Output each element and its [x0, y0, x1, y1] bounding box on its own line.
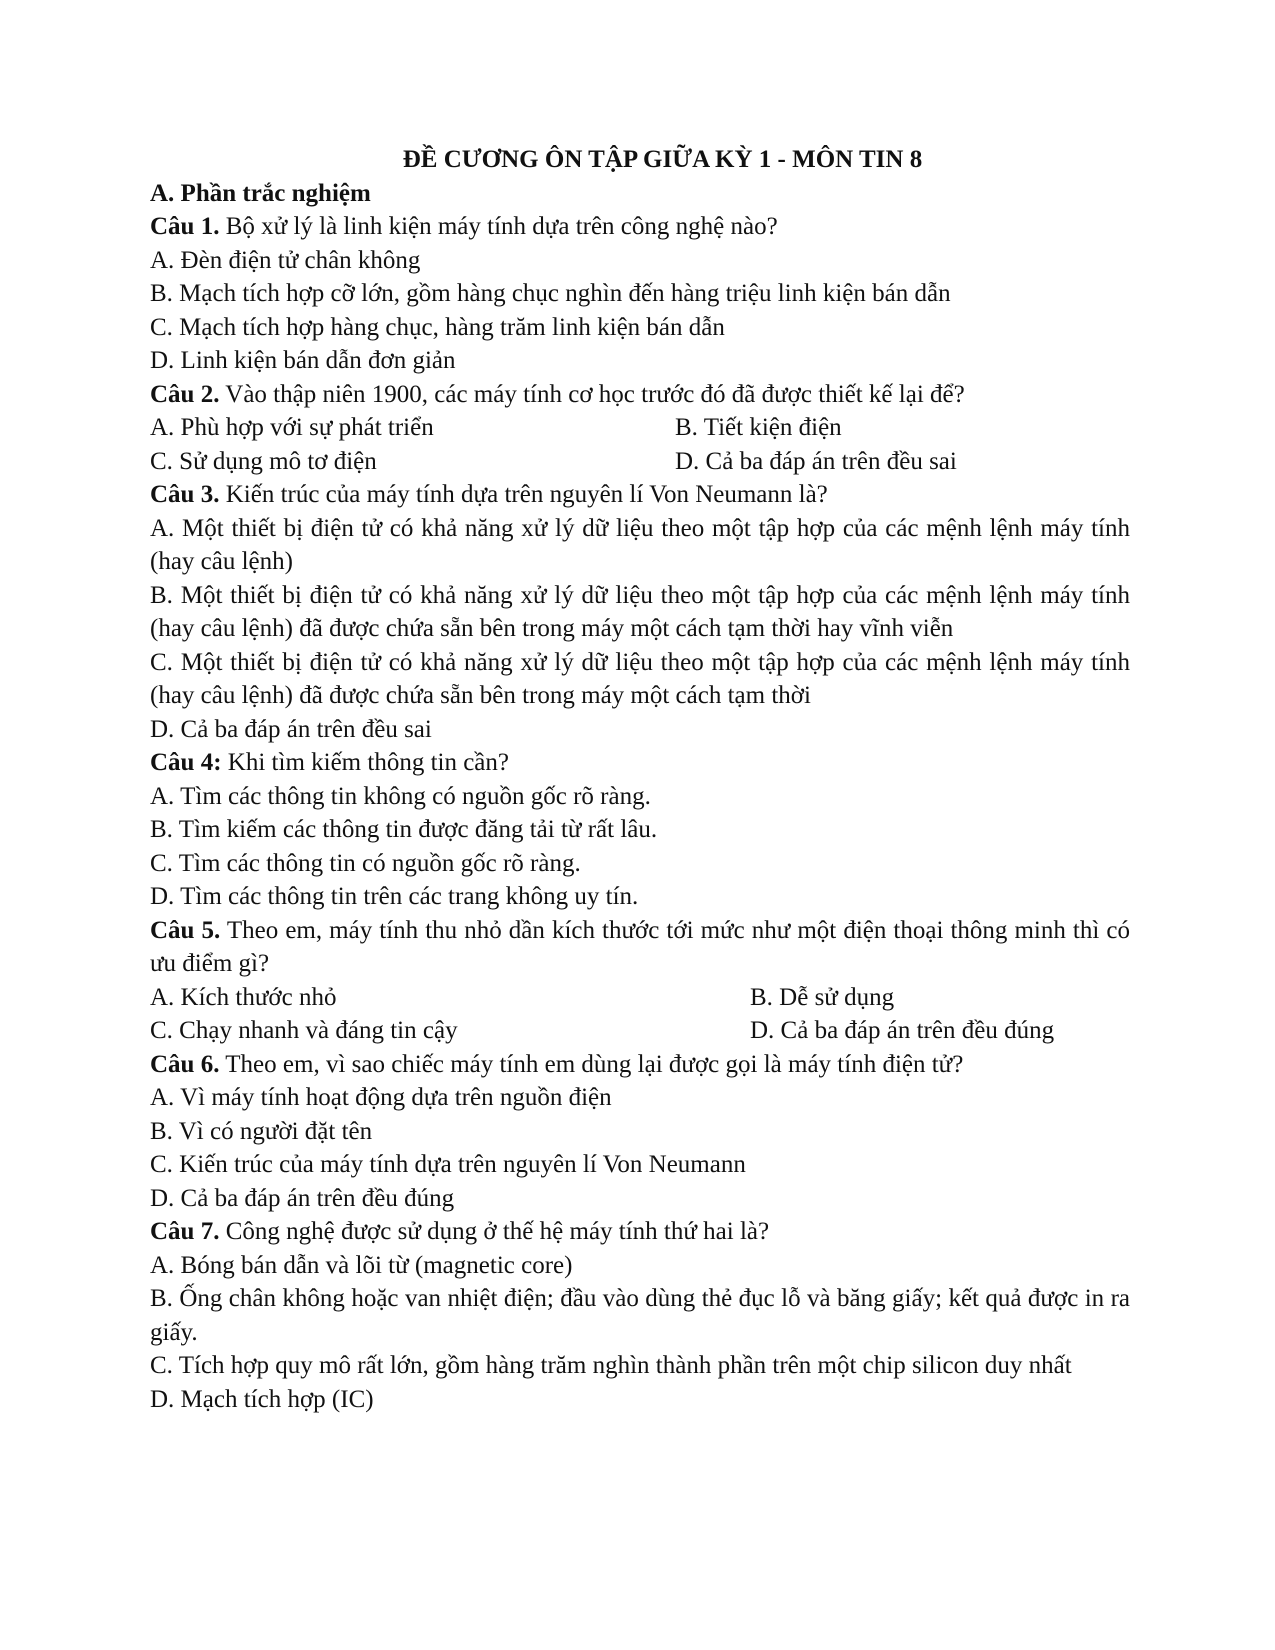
- question-7-option-a: A. Bóng bán dẫn và lõi từ (magnetic core): [150, 1251, 573, 1279]
- option-row: [150, 1014, 1130, 1048]
- question-2-option-b: B. Tiết kiện điện: [675, 414, 842, 441]
- question-number: Câu 6.: [150, 1050, 220, 1078]
- question-7-option-c: C. Tích hợp quy mô rất lớn, gồm hàng trăm nghìn thành phần trên một chip silicon duy nhất: [150, 1352, 1072, 1379]
- question-number: Câu 1.: [150, 213, 220, 240]
- question-3: [150, 478, 1130, 512]
- option-row: [150, 411, 1130, 445]
- question-4-option-c: C. Tìm các thông tin có nguồn gốc rõ ràng.: [150, 849, 581, 877]
- question-text: Vào thập niên 1900, các máy tính cơ học trước đó đã được thiết kế lại để?: [225, 380, 965, 408]
- document-page: [150, 143, 1130, 1416]
- document-title: ĐỀ CƯƠNG ÔN TẬP GIỮA KỲ 1 - MÔN TIN 8: [402, 146, 923, 173]
- section-heading: A. Phần trắc nghiệm: [150, 180, 371, 207]
- question-4-option-a: A. Tìm các thông tin không có nguồn gốc rõ ràng.: [150, 782, 651, 810]
- question-5: [150, 914, 1130, 981]
- question-number: Câu 2.: [150, 380, 220, 408]
- question-text: Theo em, máy tính thu nhỏ dần kích thước tới mức như một điện thoại thông minh thì có ưu điểm gì?: [150, 916, 1130, 977]
- question-1-option-d: D. Linh kiện bán dẫn đơn giản: [150, 347, 456, 374]
- question-3-option-c: C. Một thiết bị điện tử có khả năng xử lý dữ liệu theo một tập hợp của các mệnh lệnh máy tính (hay câu lệnh) đã được chứa sẵn bên trong máy một cách tạm thời: [150, 648, 1130, 709]
- question-7-option-b: B. Ống chân không hoặc van nhiệt điện; đầu vào dùng thẻ đục lỗ và băng giấy; kết quả được in ra giấy.: [150, 1285, 1130, 1346]
- option-row: [150, 445, 1130, 479]
- question-text: Kiến trúc của máy tính dựa trên nguyên lí Von Neumann là?: [225, 481, 828, 508]
- option-row: [150, 981, 1130, 1015]
- question-1-option-c: C. Mạch tích hợp hàng chục, hàng trăm linh kiện bán dẫn: [150, 313, 725, 341]
- question-6-option-d: D. Cả ba đáp án trên đều đúng: [150, 1184, 455, 1212]
- question-3-option-d: D. Cả ba đáp án trên đều sai: [150, 715, 432, 743]
- question-6-option-a: A. Vì máy tính hoạt động dựa trên nguồn điện: [150, 1084, 612, 1111]
- question-1: [150, 210, 1130, 244]
- question-number: Câu 5.: [150, 916, 221, 944]
- question-4: [150, 746, 1130, 780]
- question-text: Công nghệ được sử dụng ở thế hệ máy tính thứ hai là?: [225, 1218, 770, 1245]
- question-1-option-a: A. Đèn điện tử chân không: [150, 246, 421, 274]
- question-text: Theo em, vì sao chiếc máy tính em dùng lại được gọi là máy tính điện tử?: [225, 1050, 964, 1078]
- question-7: [150, 1215, 1130, 1249]
- question-1-option-b: B. Mạch tích hợp cỡ lớn, gồm hàng chục nghìn đến hàng triệu linh kiện bán dẫn: [150, 280, 951, 307]
- question-4-option-d: D. Tìm các thông tin trên các trang không uy tín.: [150, 883, 639, 910]
- question-3-option-b: B. Một thiết bị điện tử có khả năng xử lý dữ liệu theo một tập hợp của các mệnh lệnh máy tính (hay câu lệnh) đã được chứa sẵn bên trong máy một cách tạm thời hay vĩnh viễn: [150, 581, 1130, 642]
- question-text: Bộ xử lý là linh kiện máy tính dựa trên công nghệ nào?: [225, 213, 778, 240]
- question-number: Câu 4:: [150, 749, 222, 776]
- question-2: [150, 378, 1130, 412]
- question-5-option-c: C. Chạy nhanh và đáng tin cậy: [150, 1017, 458, 1044]
- question-6: [150, 1048, 1130, 1082]
- question-4-option-b: B. Tìm kiếm các thông tin được đăng tải từ rất lâu.: [150, 816, 658, 843]
- question-7-option-d: D. Mạch tích hợp (IC): [150, 1385, 374, 1413]
- question-2-option-c: C. Sử dụng mô tơ điện: [150, 447, 377, 475]
- question-text: Khi tìm kiếm thông tin cần?: [227, 749, 509, 776]
- question-5-option-d: D. Cả ba đáp án trên đều đúng: [750, 1017, 1055, 1044]
- question-6-option-b: B. Vì có người đặt tên: [150, 1117, 373, 1145]
- question-3-option-a: A. Một thiết bị điện tử có khả năng xử lý dữ liệu theo một tập hợp của các mệnh lệnh máy tính (hay câu lệnh): [150, 514, 1130, 575]
- question-number: Câu 3.: [150, 481, 220, 508]
- question-2-option-d: D. Cả ba đáp án trên đều sai: [675, 447, 957, 475]
- question-number: Câu 7.: [150, 1218, 220, 1245]
- question-2-option-a: A. Phù hợp với sự phát triển: [150, 414, 434, 441]
- question-6-option-c: C. Kiến trúc của máy tính dựa trên nguyên lí Von Neumann: [150, 1151, 746, 1178]
- question-5-option-b: B. Dễ sử dụng: [750, 983, 895, 1011]
- question-5-option-a: A. Kích thước nhỏ: [150, 983, 337, 1011]
